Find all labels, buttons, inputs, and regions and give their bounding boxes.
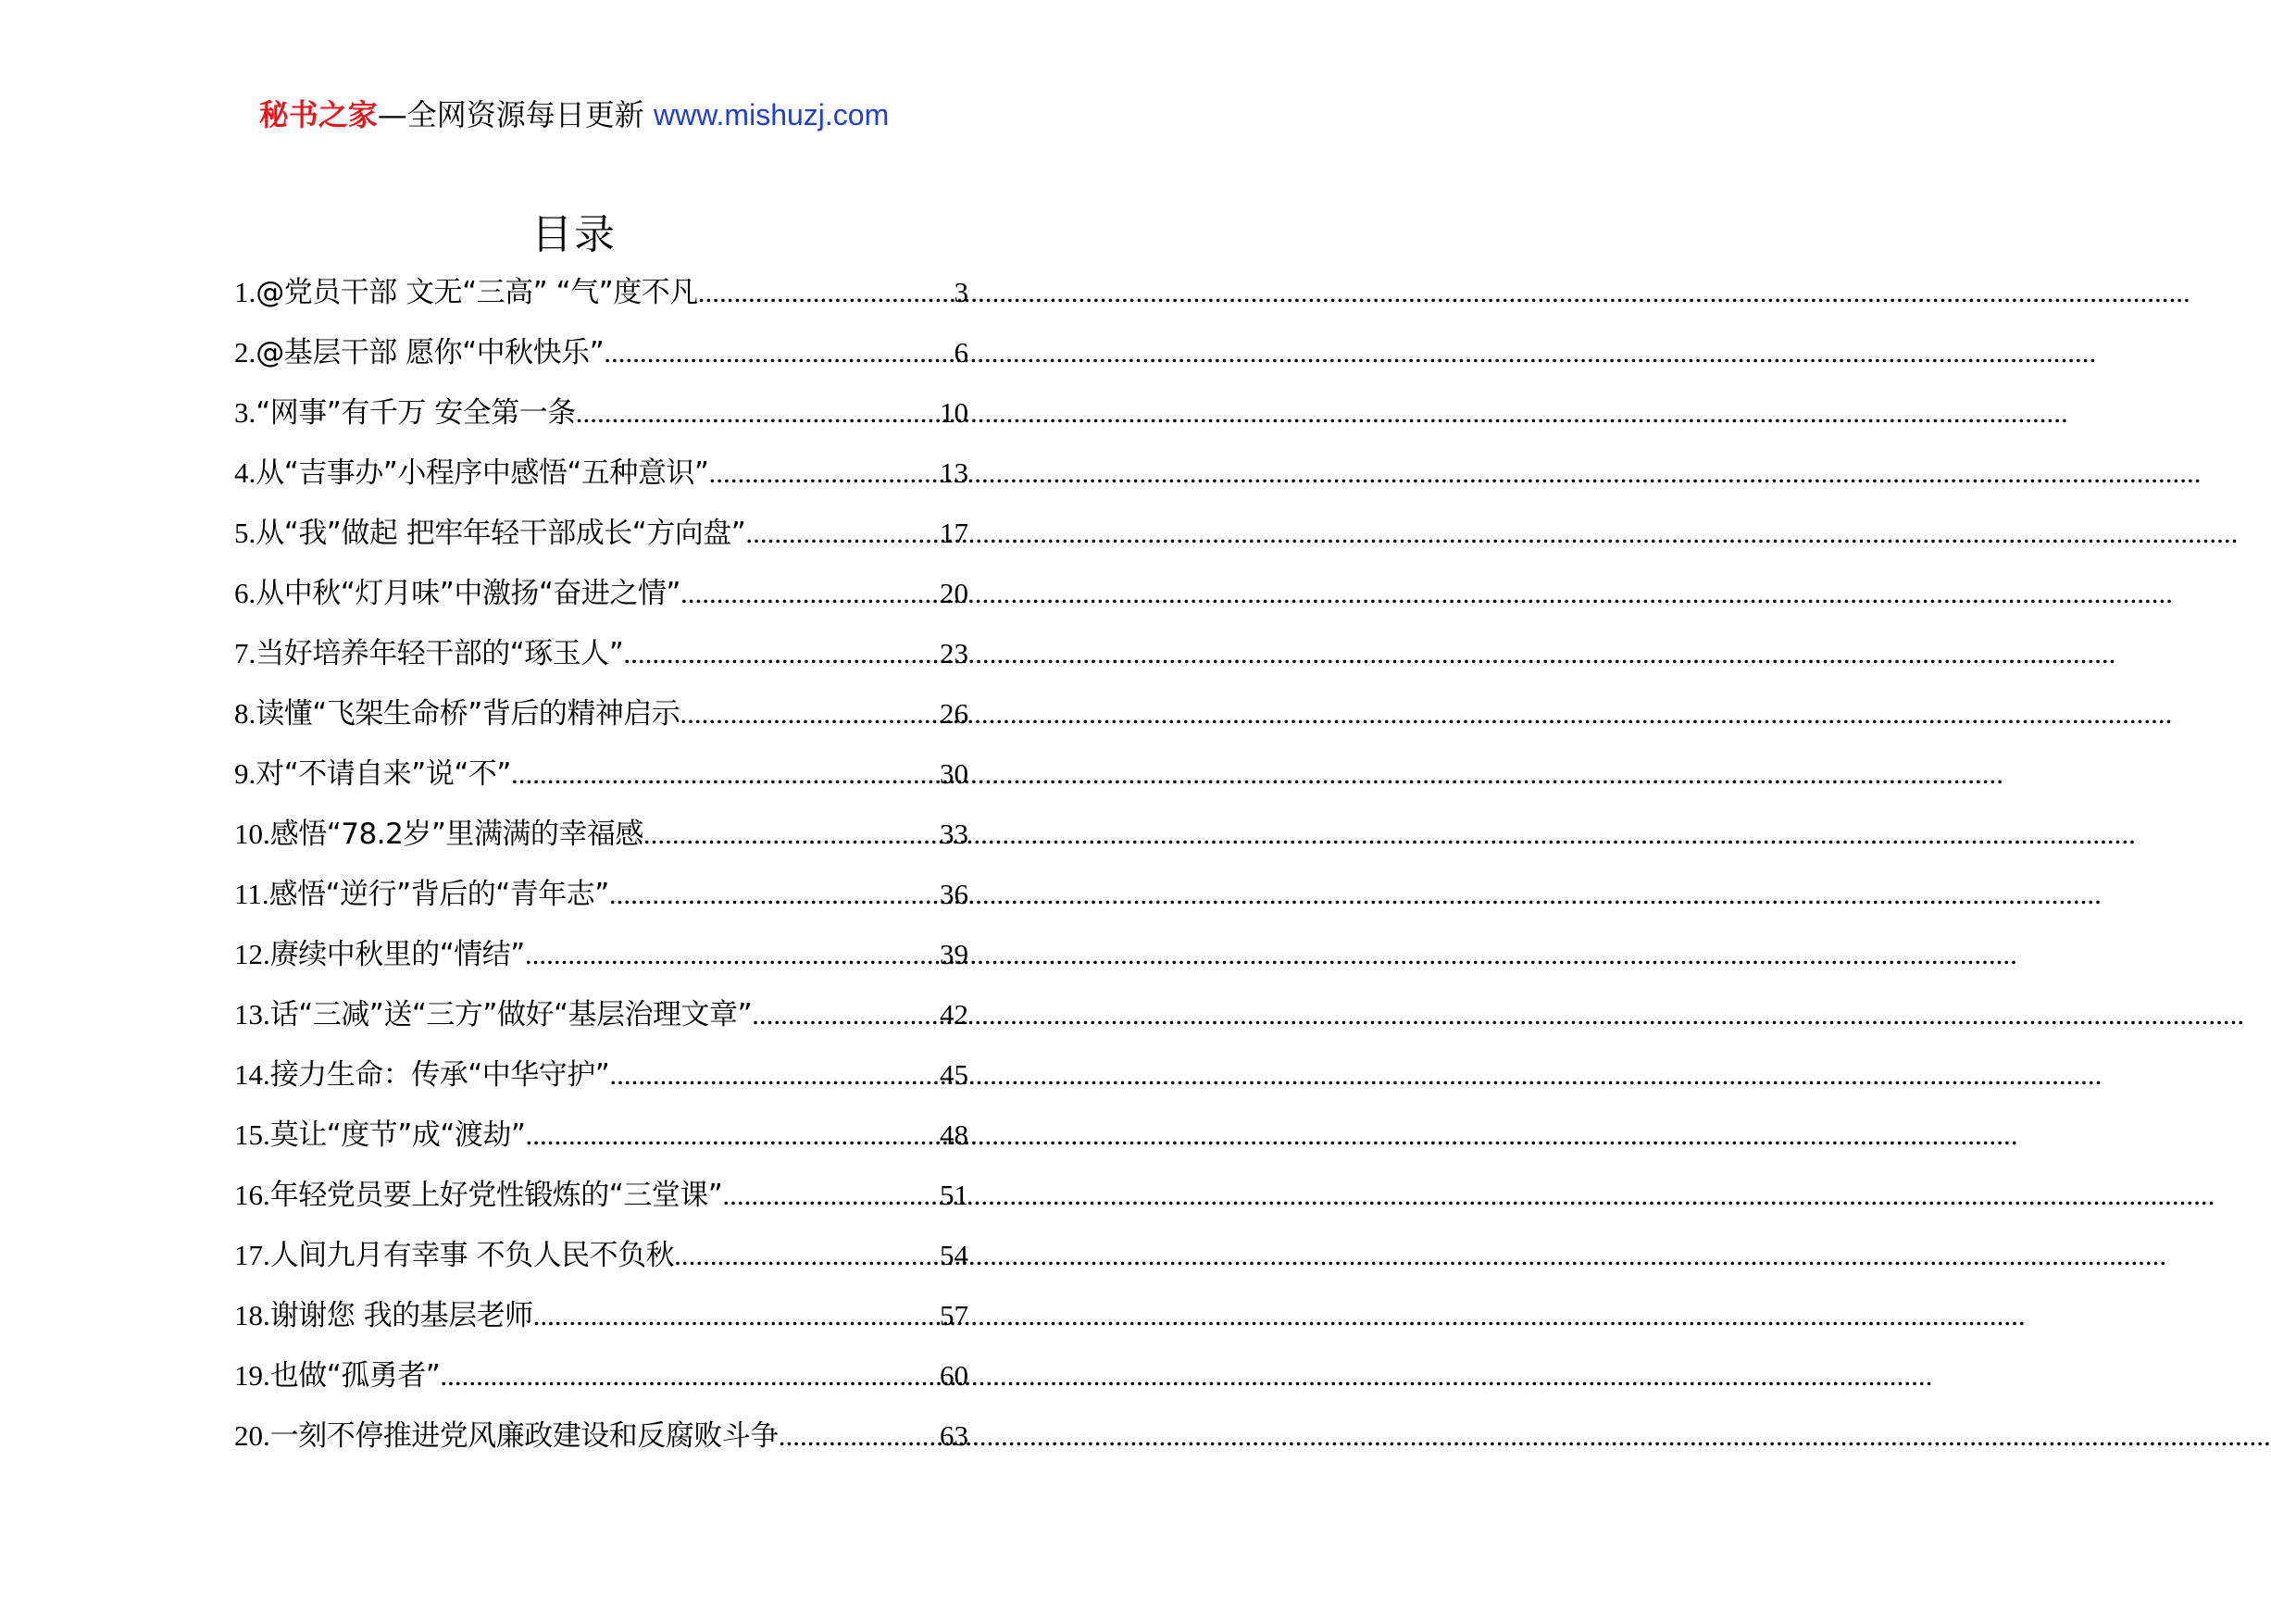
toc-dot-leader bbox=[680, 571, 940, 616]
toc-entry-title: 从中秋“灯月味”中激扬“奋进之情” bbox=[256, 577, 680, 610]
toc-entry-page-number: 3 bbox=[954, 276, 968, 308]
toc-entry-title: 接力生命：传承“中华守护” bbox=[269, 1058, 610, 1092]
toc-dot-leader bbox=[604, 331, 954, 375]
toc-entry[interactable] bbox=[234, 812, 968, 872]
toc-entry-number: 12. bbox=[234, 938, 270, 970]
toc-dot-leader bbox=[680, 692, 940, 736]
toc-dot-leader bbox=[623, 631, 940, 676]
toc-entry-title: 感悟“78.2岁”里满满的幸福感 bbox=[269, 818, 643, 851]
toc-entry-number: 16. bbox=[234, 1179, 270, 1211]
site-header bbox=[0, 93, 1148, 137]
toc-entry-number: 19. bbox=[234, 1359, 270, 1392]
toc-entry[interactable] bbox=[234, 631, 968, 692]
toc-entry-number: 10. bbox=[234, 818, 270, 850]
toc-entry[interactable] bbox=[234, 1414, 968, 1474]
toc-entry-page-number: 57 bbox=[940, 1299, 968, 1331]
toc-entry[interactable] bbox=[234, 511, 968, 571]
toc-entry-page-number: 20 bbox=[940, 577, 968, 609]
toc-entry-number: 11. bbox=[234, 878, 269, 910]
toc-entry-title: 当好培养年轻干部的“琢玉人” bbox=[256, 637, 624, 670]
toc-entry-number: 14. bbox=[234, 1058, 270, 1091]
site-url-link[interactable]: www.mishuzj.com bbox=[653, 98, 890, 131]
page-title: 目录 bbox=[531, 211, 617, 258]
toc-entry-number: 13. bbox=[234, 998, 270, 1031]
toc-entry-page-number: 26 bbox=[940, 697, 968, 730]
toc-dot-leader bbox=[674, 1233, 940, 1278]
toc-entry[interactable] bbox=[234, 932, 968, 993]
toc-entry[interactable] bbox=[234, 571, 968, 631]
toc-entry-page-number: 33 bbox=[940, 818, 968, 850]
toc-entry[interactable] bbox=[234, 331, 968, 391]
toc-dot-leader bbox=[779, 1414, 940, 1458]
toc-entry-page-number: 48 bbox=[940, 1118, 968, 1151]
toc-entry-title: 对“不请自来”说“不” bbox=[256, 757, 511, 791]
toc-entry-title: 人间九月有幸事 不负人民不负秋 bbox=[269, 1239, 675, 1272]
toc-entry-number: 3. bbox=[234, 396, 256, 429]
toc-dot-leader bbox=[752, 993, 940, 1037]
table-of-contents bbox=[234, 270, 968, 1474]
toc-entry[interactable] bbox=[234, 1113, 968, 1173]
toc-entry-page-number: 30 bbox=[940, 757, 968, 790]
toc-entry-title: 赓续中秋里的“情结” bbox=[269, 938, 525, 971]
toc-entry[interactable] bbox=[234, 1233, 968, 1293]
toc-entry-number: 15. bbox=[234, 1118, 270, 1151]
toc-entry[interactable] bbox=[234, 391, 968, 451]
toc-entry[interactable] bbox=[234, 1173, 968, 1233]
toc-dot-leader bbox=[526, 1113, 941, 1157]
toc-entry-number: 2. bbox=[234, 336, 256, 369]
toc-entry-page-number: 13 bbox=[940, 456, 968, 489]
toc-entry[interactable] bbox=[234, 1053, 968, 1113]
toc-dot-leader bbox=[709, 451, 941, 495]
toc-entry-page-number: 23 bbox=[940, 637, 968, 669]
toc-entry-number: 6. bbox=[234, 577, 256, 609]
toc-entry-number: 18. bbox=[234, 1299, 270, 1331]
toc-entry-page-number: 51 bbox=[940, 1179, 968, 1211]
toc-entry-title: 话“三减”送“三方”做好“基层治理文章” bbox=[269, 998, 753, 1031]
toc-entry-title: 也做“孤勇者” bbox=[269, 1359, 441, 1393]
toc-entry[interactable] bbox=[234, 451, 968, 511]
toc-entry-title: “网事”有千万 安全第一条 bbox=[256, 396, 576, 430]
toc-dot-leader bbox=[525, 932, 940, 977]
toc-dot-leader bbox=[609, 1053, 940, 1097]
toc-entry-page-number: 42 bbox=[940, 998, 968, 1031]
toc-entry-page-number: 36 bbox=[940, 878, 968, 910]
toc-entry[interactable] bbox=[234, 1293, 968, 1354]
toc-entry[interactable] bbox=[234, 752, 968, 812]
toc-entry-page-number: 10 bbox=[940, 396, 968, 429]
toc-entry-title: 一刻不停推进党风廉政建设和反腐败斗争 bbox=[269, 1419, 779, 1453]
toc-entry-title: 从“我”做起 把牢年轻干部成长“方向盘” bbox=[256, 517, 746, 550]
toc-entry[interactable] bbox=[234, 1354, 968, 1414]
toc-entry-title: 谢谢您 我的基层老师 bbox=[269, 1299, 533, 1332]
toc-entry[interactable] bbox=[234, 872, 968, 932]
toc-dot-leader bbox=[745, 511, 940, 556]
toc-entry-page-number: 39 bbox=[940, 938, 968, 970]
toc-entry[interactable] bbox=[234, 270, 968, 331]
toc-entry-title: @党员干部 文无“三高” “气”度不凡 bbox=[256, 276, 698, 309]
toc-entry[interactable] bbox=[234, 692, 968, 752]
toc-dot-leader bbox=[722, 1173, 940, 1218]
toc-dot-leader bbox=[576, 391, 940, 435]
toc-entry-number: 9. bbox=[234, 757, 256, 790]
toc-entry-title: 从“吉事办”小程序中感悟“五种意识” bbox=[256, 456, 709, 490]
header-tagline: —全网资源每日更新 bbox=[377, 97, 654, 132]
toc-entry-number: 5. bbox=[234, 517, 256, 549]
toc-entry-page-number: 45 bbox=[940, 1058, 968, 1091]
toc-entry-page-number: 60 bbox=[940, 1359, 968, 1392]
toc-entry-title: 感悟“逆行”背后的“青年志” bbox=[268, 878, 609, 911]
toc-dot-leader bbox=[698, 270, 955, 315]
toc-entry-title: 年轻党员要上好党性锻炼的“三堂课” bbox=[269, 1179, 723, 1212]
toc-dot-leader bbox=[643, 812, 940, 856]
toc-entry-number: 7. bbox=[234, 637, 256, 669]
toc-dot-leader bbox=[533, 1293, 940, 1338]
toc-entry-title: @基层干部 愿你“中秋快乐” bbox=[256, 336, 605, 369]
toc-entry-number: 20. bbox=[234, 1419, 270, 1452]
toc-entry-page-number: 17 bbox=[940, 517, 968, 549]
toc-entry[interactable] bbox=[234, 993, 968, 1053]
toc-entry-title: 莫让“度节”成“渡劫” bbox=[269, 1118, 526, 1152]
toc-entry-title: 读懂“飞架生命桥”背后的精神启示 bbox=[256, 697, 680, 731]
toc-entry-page-number: 54 bbox=[940, 1239, 968, 1271]
toc-entry-page-number: 6 bbox=[954, 336, 968, 369]
toc-entry-number: 1. bbox=[234, 276, 256, 308]
toc-dot-leader bbox=[511, 752, 940, 796]
toc-entry-number: 17. bbox=[234, 1239, 270, 1271]
toc-dot-leader bbox=[440, 1354, 940, 1398]
toc-dot-leader bbox=[609, 872, 940, 917]
toc-entry-number: 8. bbox=[234, 697, 256, 730]
toc-entry-number: 4. bbox=[234, 456, 256, 489]
toc-entry-page-number: 63 bbox=[940, 1419, 968, 1452]
brand-name: 秘书之家 bbox=[258, 97, 378, 132]
